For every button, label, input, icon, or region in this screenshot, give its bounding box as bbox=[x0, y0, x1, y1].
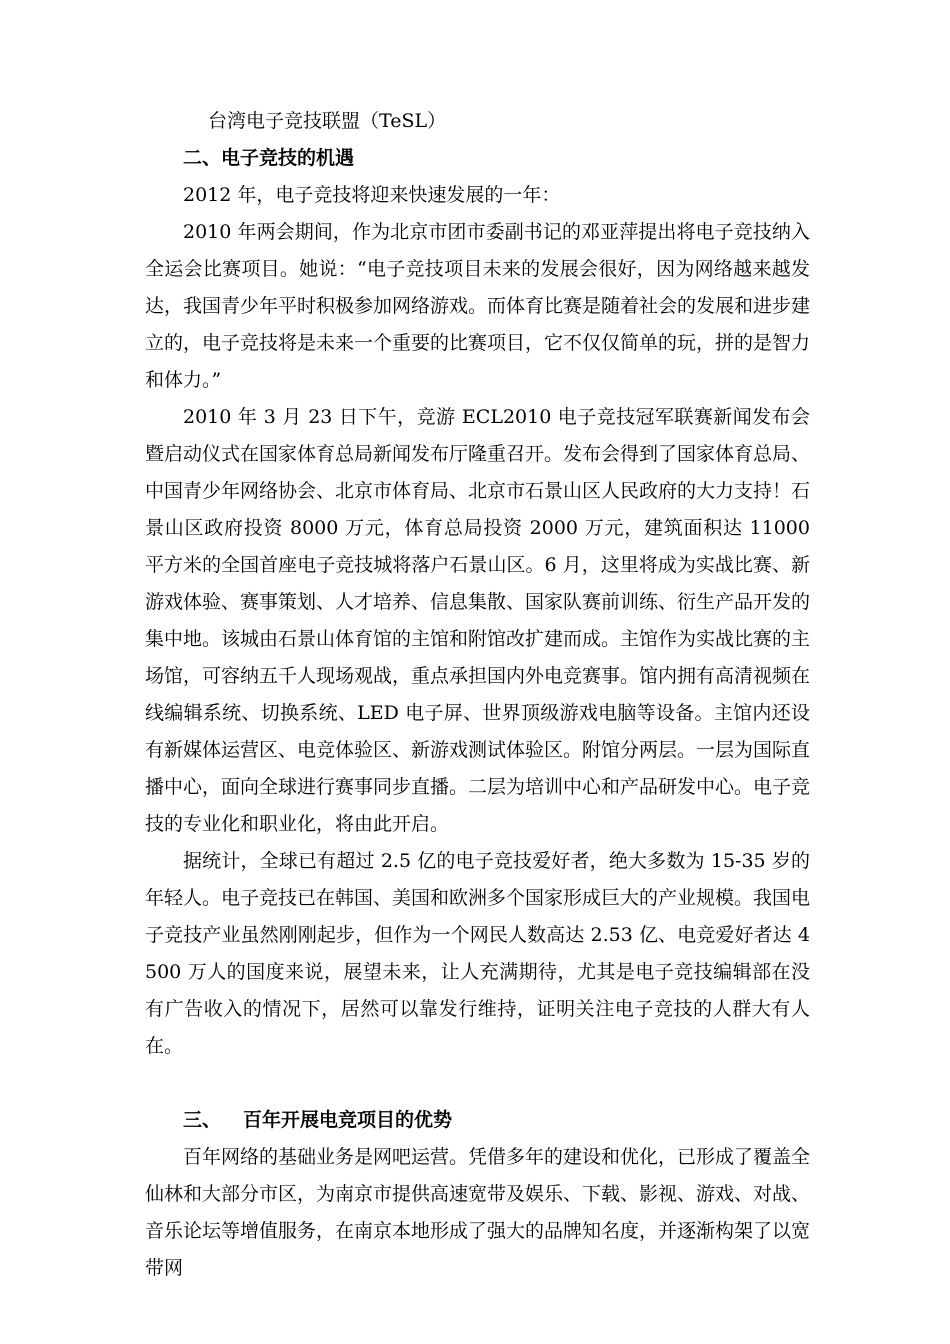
heading-3-number: 三、 bbox=[183, 1109, 222, 1131]
heading-3-title: 百年开展电竞项目的优势 bbox=[243, 1109, 453, 1131]
paragraph-2012-intro: 2012 年，电子竞技将迎来快速发展的一年： bbox=[183, 184, 561, 206]
paragraph-bainian-network: 百年网络的基础业务是网吧运营。凭借多年的建设和优化，已形成了覆盖全仙林和大部分市区，为南京市提供高速宽带及娱乐、下载、影视、游戏、对战、音乐论坛等增值服务，在南京本地形成了强大的品牌知名度，并逐渐构架了以宽带网 bbox=[145, 1146, 811, 1279]
paragraph-lianghui-dengyaping: 2010 年两会期间，作为北京市团市委副书记的邓亚萍提出将电子竞技纳入全运会比赛项目。她说：“电子竞技项目未来的发展会很好，因为网络越来越发达，我国青少年平时积极参加网络游戏。而体育比赛是随着社会的发展和进步建立的，电子竞技将是未来一个重要的比赛项目，它不仅仅简单的玩，拼的是智力和体力。” bbox=[145, 221, 811, 391]
list-item-tesl: 台湾电子竞技联盟（TeSL） bbox=[208, 110, 447, 132]
paragraph-statistics: 据统计，全球已有超过 2.5 亿的电子竞技爱好者，绝大多数为 15-35 岁的年轻人。电子竞技已在韩国、美国和欧洲多个国家形成巨大的产业规模。我国电子竞技产业虽然刚刚起步，但作为一个网民人数高达 2.53 亿、电竞爱好者达 4500 万人的国度来说，展望未来，让人充满期待，尤其是电子竞技编辑部在没有广告收入的情况下，居然可以靠发行维持，证明关注电子竞技的人群大有人在。 bbox=[145, 850, 811, 1057]
section-heading-2: 二、电子竞技的机遇 bbox=[183, 147, 355, 169]
paragraph-ecl2010-launch: 2010 年 3 月 23 日下午，竞游 ECL2010 电子竞技冠军联赛新闻发布会暨启动仪式在国家体育总局新闻发布厅隆重召开。发布会得到了国家体育总局、中国青少年网络协会、北京市体育局、北京市石景山区人民政府的大力支持！石景山区政府投资 8000 万元，体育总局投资 2000 万元，建筑面积达 11000 平方米的全国首座电子竞技城将落户石景山区。6 月，这里将成为实战比赛、新游戏体验、赛事策划、人才培养、信息集散、国家队赛前训练、衍生产品开发的集中地。该城由石景山体育馆的主馆和附馆改扩建而成。主馆作为实战比赛的主场馆，可容纳五千人现场观战，重点承担国内外电竞赛事。馆内拥有高清视频在线编辑系统、切换系统、LED 电子屏、世界顶级游戏电脑等设备。主馆内还设有新媒体运营区、电竞体验区、新游戏测试体验区。附馆分两层。一层为国际直播中心，面向全球进行赛事同步直播。二层为培训中心和产品研发中心。电子竞技的专业化和职业化，将由此开启。 bbox=[145, 406, 811, 835]
document-content bbox=[145, 103, 810, 1287]
section-heading-3 bbox=[145, 1102, 810, 1139]
